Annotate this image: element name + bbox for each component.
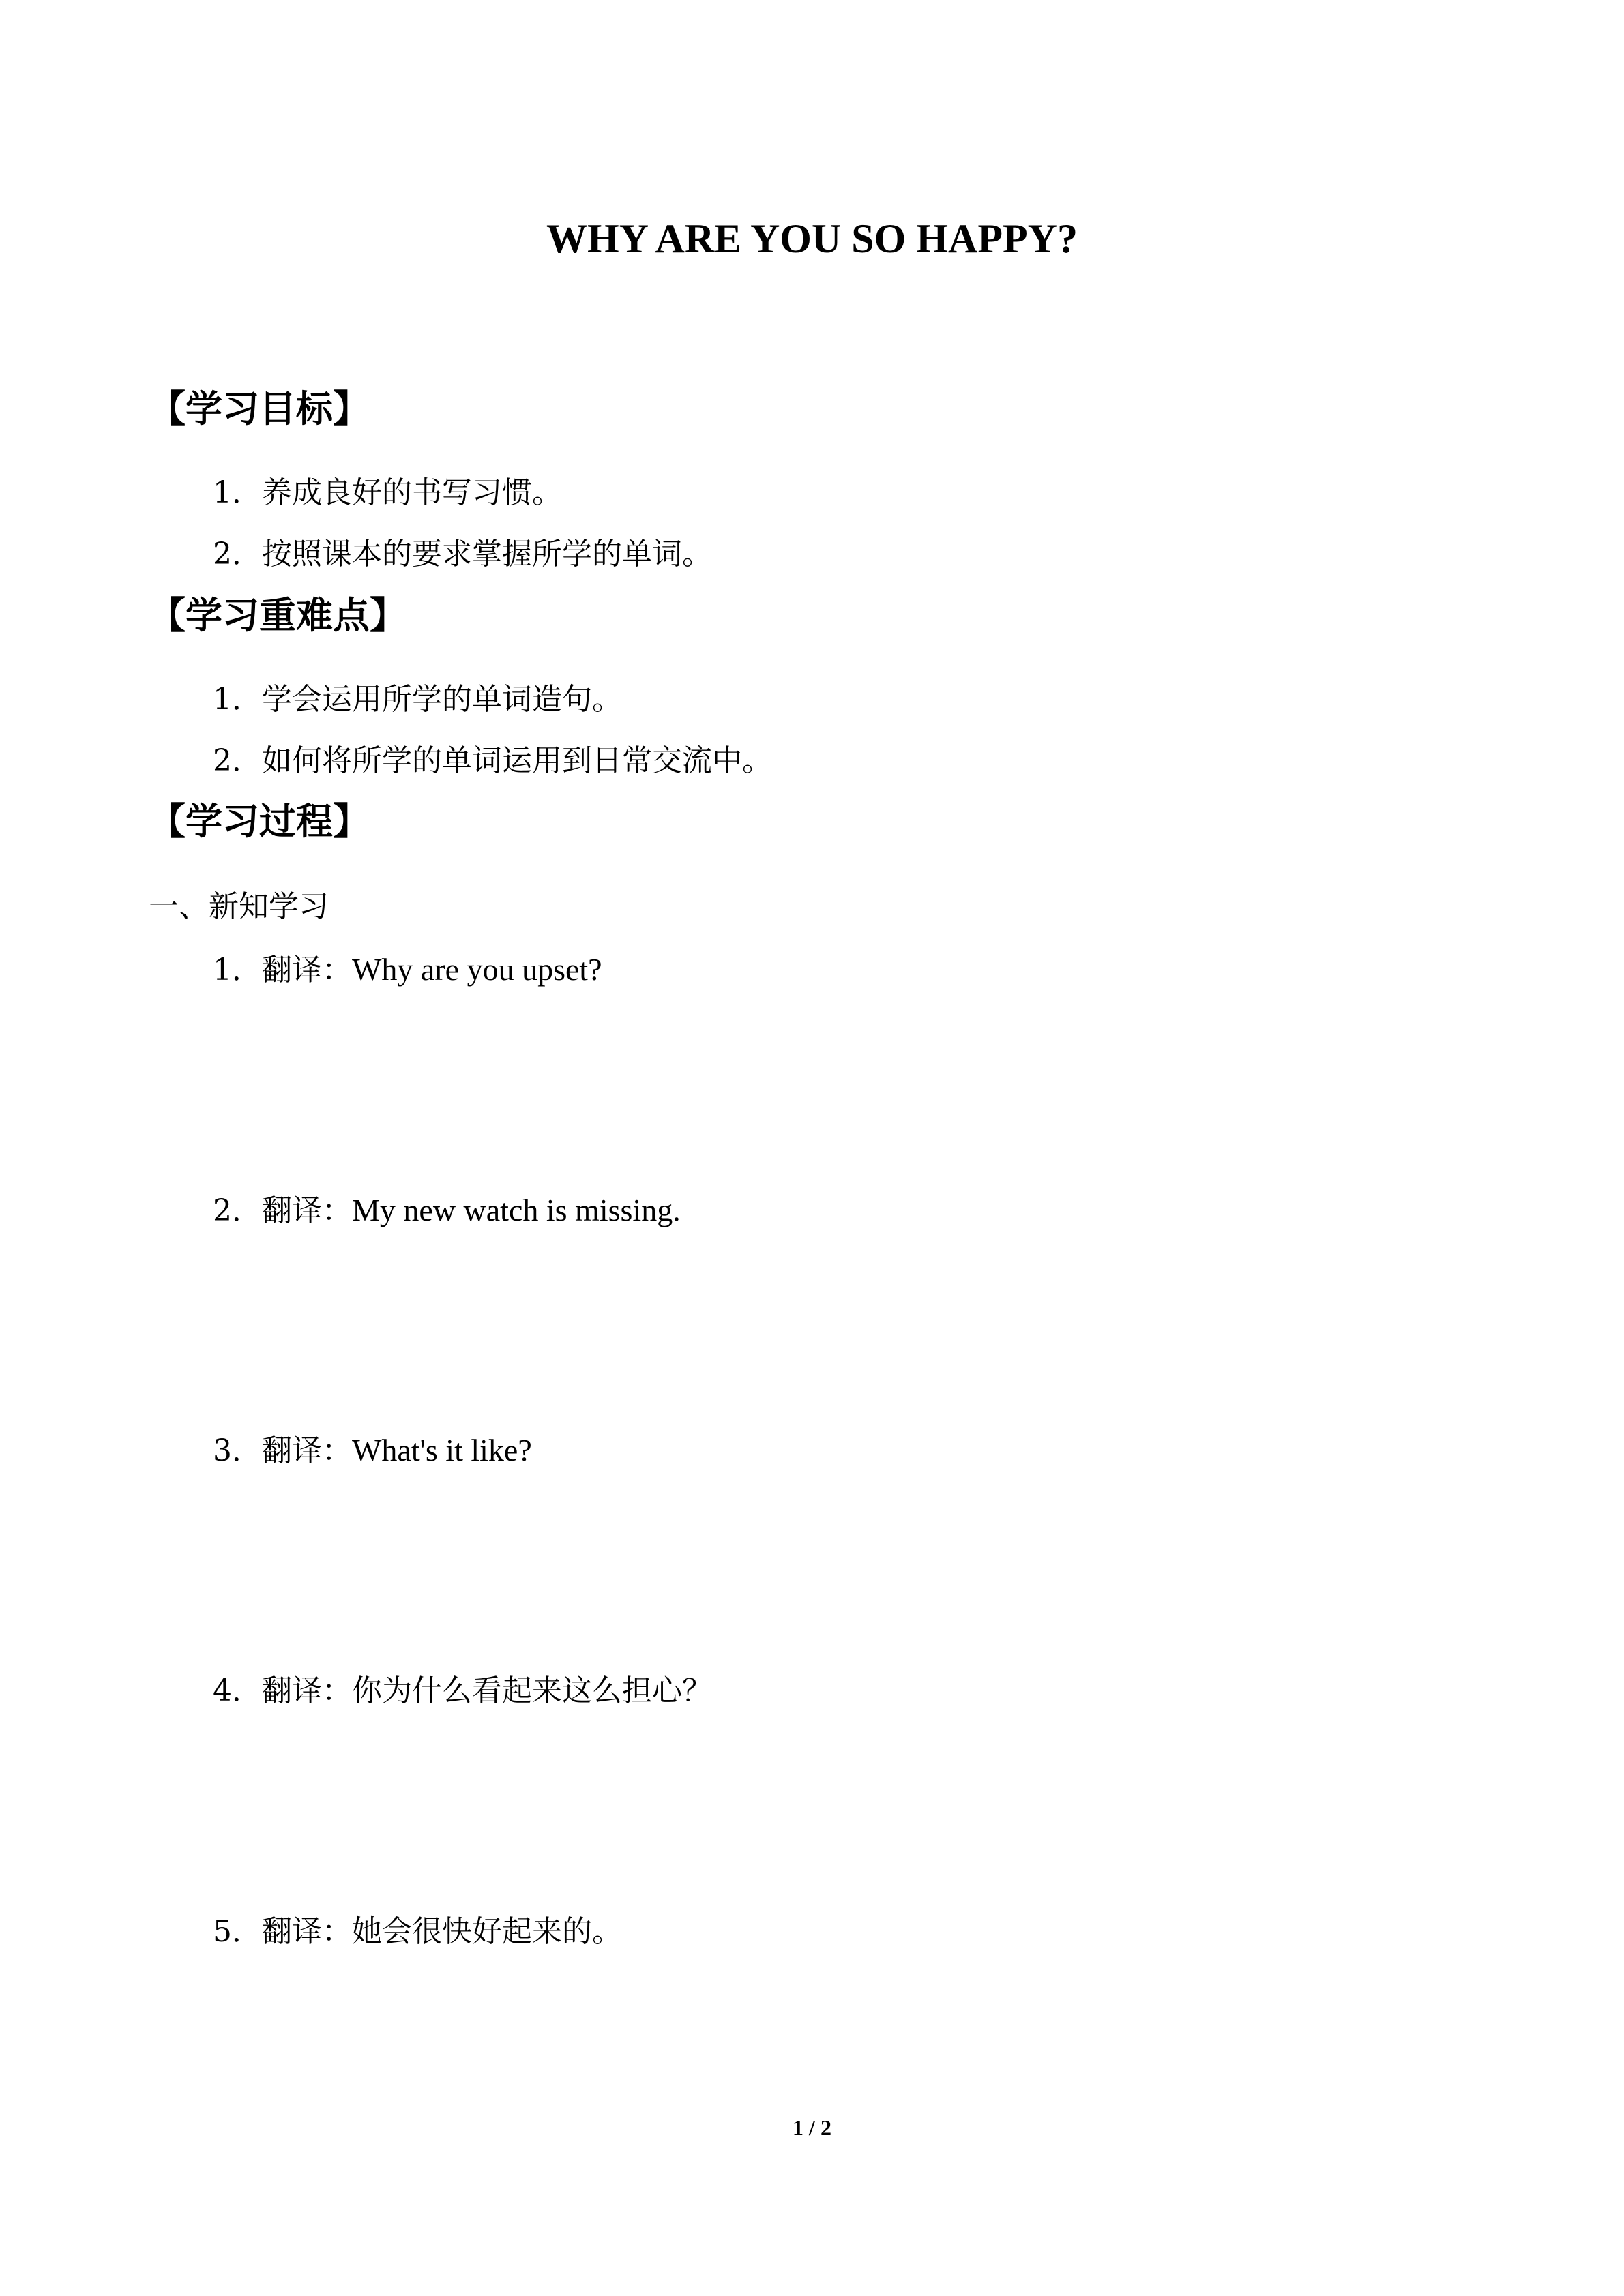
subsection-heading: 一、新知学习 bbox=[149, 889, 329, 924]
item-text: 她会很快好起来的。 bbox=[352, 1914, 622, 1949]
item-number: 3． bbox=[213, 1433, 262, 1468]
item-text: 你为什么看起来这么担心？ bbox=[352, 1673, 712, 1708]
item-number: 2． bbox=[213, 1193, 262, 1228]
translation-item bbox=[213, 1911, 622, 1952]
item-number: 1． bbox=[213, 475, 262, 510]
translation-item bbox=[213, 1430, 532, 1472]
section-heading-objectives: 【学习目标】 bbox=[149, 387, 370, 430]
item-number: 1． bbox=[213, 953, 262, 987]
item-text: 按照课本的要求掌握所学的单词。 bbox=[262, 537, 712, 571]
translation-item bbox=[213, 949, 602, 991]
section-heading-key-points: 【学习重难点】 bbox=[149, 594, 407, 637]
objective-item bbox=[213, 534, 712, 575]
key-point-item bbox=[213, 679, 622, 720]
item-text: What's it like? bbox=[352, 1433, 532, 1467]
item-label: 翻译： bbox=[262, 1914, 352, 1949]
item-number: 4． bbox=[213, 1673, 262, 1708]
item-text: Why are you upset? bbox=[352, 952, 602, 987]
item-number: 2． bbox=[213, 537, 262, 571]
item-label: 翻译： bbox=[262, 1193, 352, 1228]
translation-item bbox=[213, 1190, 681, 1232]
objective-item bbox=[213, 473, 562, 513]
document-title: WHY ARE YOU SO HAPPY? bbox=[546, 216, 1078, 261]
page-number: 1 / 2 bbox=[793, 2115, 831, 2140]
item-text: 如何将所学的单词运用到日常交流中。 bbox=[262, 743, 772, 778]
item-label: 翻译： bbox=[262, 1673, 352, 1708]
item-label: 翻译： bbox=[262, 953, 352, 987]
section-heading-process: 【学习过程】 bbox=[149, 800, 370, 843]
item-number: 5． bbox=[213, 1914, 262, 1949]
translation-item bbox=[213, 1671, 712, 1712]
item-number: 2． bbox=[213, 743, 262, 778]
item-text: My new watch is missing. bbox=[352, 1193, 681, 1227]
item-label: 翻译： bbox=[262, 1433, 352, 1468]
item-number: 1． bbox=[213, 682, 262, 717]
item-text: 学会运用所学的单词造句。 bbox=[262, 682, 622, 717]
item-text: 养成良好的书写习惯。 bbox=[262, 475, 562, 510]
key-point-item bbox=[213, 741, 772, 781]
